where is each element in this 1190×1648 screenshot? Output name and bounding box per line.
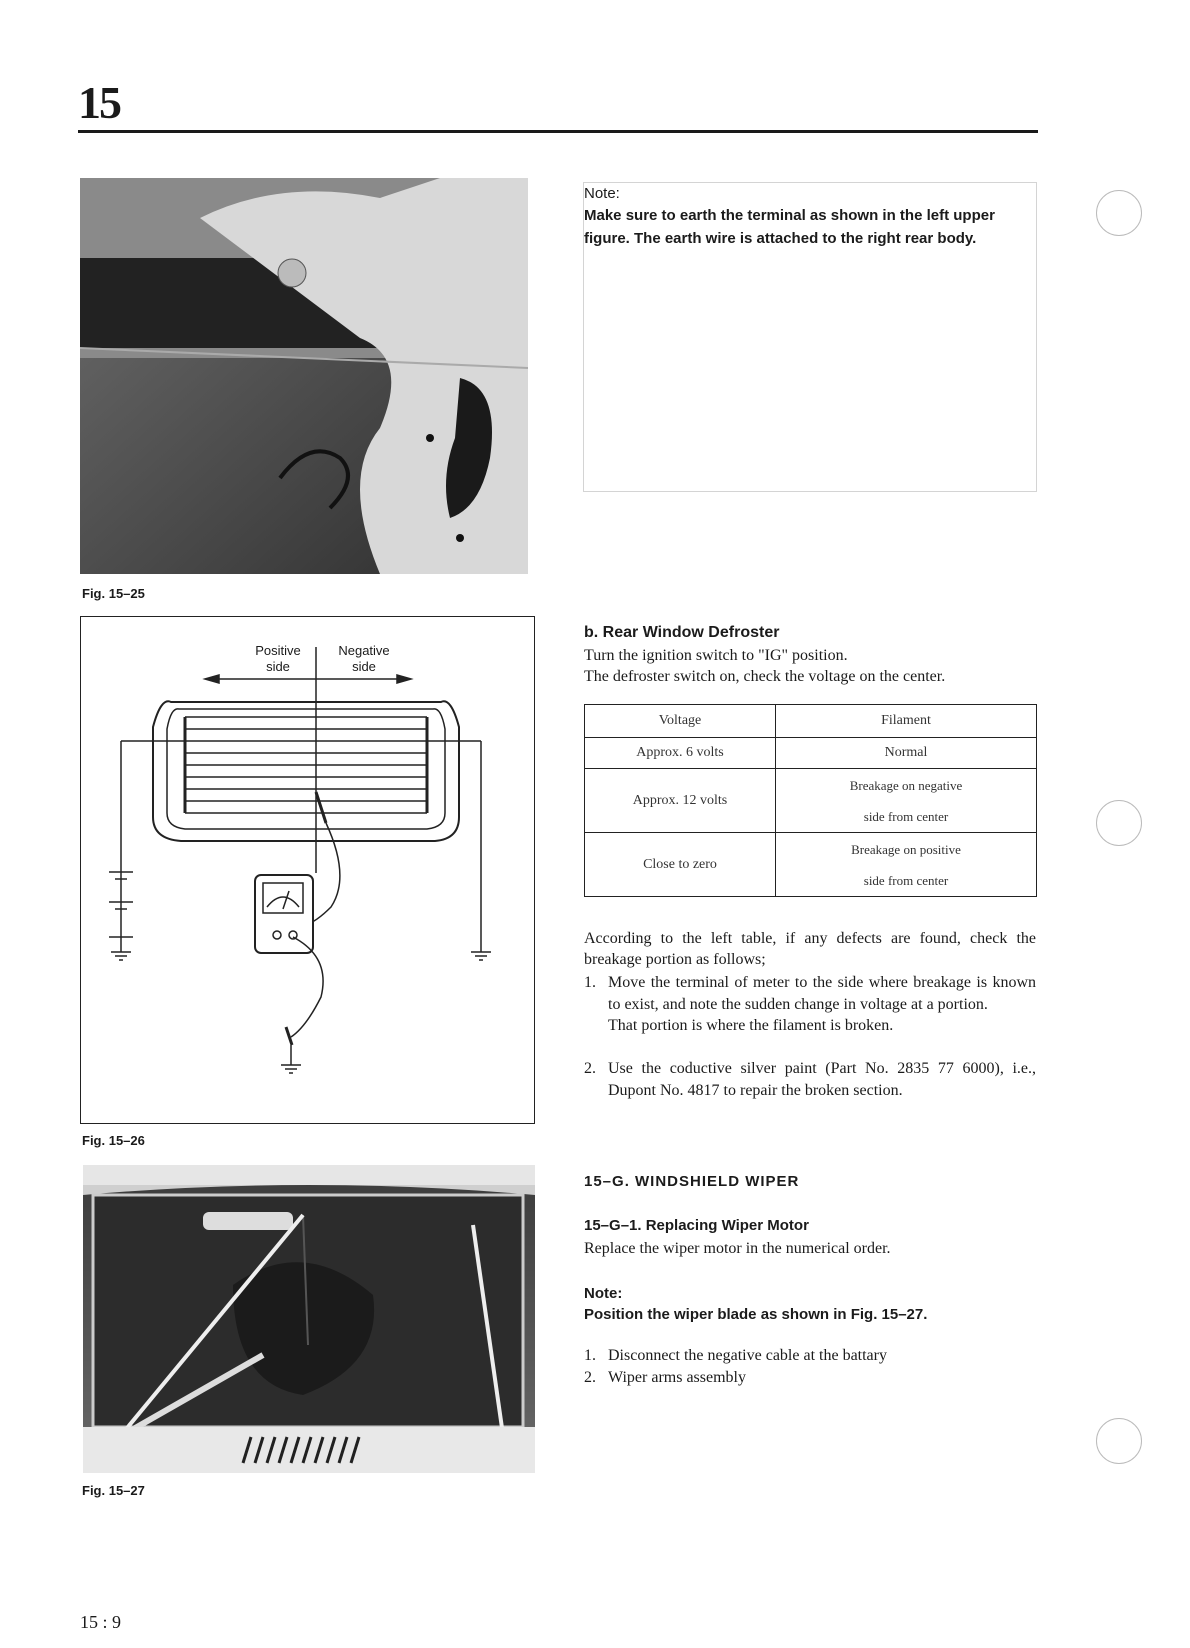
fig-15-27-caption: Fig. 15–27 xyxy=(82,1483,145,1498)
filament-line2: side from center xyxy=(863,808,949,824)
filament-line1: Breakage on positive xyxy=(851,841,961,857)
table-header-voltage: Voltage xyxy=(585,705,776,738)
note-body: Make sure to earth the terminal as shown in the left upper figure. The earth wire is attached to the right rear body. xyxy=(584,207,995,247)
step-text: Wiper arms assembly xyxy=(608,1369,746,1386)
step-number: 2. xyxy=(584,1060,596,1077)
table-row xyxy=(585,738,1037,769)
binder-hole xyxy=(1096,190,1142,236)
voltage-cell: Close to zero xyxy=(585,833,776,897)
defroster-circuit-diagram xyxy=(81,617,533,1122)
fig-15-26-caption: Fig. 15–26 xyxy=(82,1133,145,1148)
step-extra: That portion is where the filament is broken. xyxy=(608,1017,894,1034)
table-row xyxy=(585,769,1037,833)
negative-label-line1: Negative xyxy=(338,643,390,658)
note-title: Note: xyxy=(584,185,620,202)
filament-cell xyxy=(776,833,1037,897)
negative-label-line2: side xyxy=(352,659,376,674)
footer-page-number: 15 : 9 xyxy=(80,1612,122,1632)
list-item xyxy=(584,1367,746,1389)
wiper-note-body: Position the wiper blade as shown in Fig. 15–27. xyxy=(584,1306,928,1323)
voltage-cell: Approx. 12 volts xyxy=(585,769,776,833)
table-row xyxy=(585,833,1037,897)
voltage-cell: Approx. 6 volts xyxy=(585,738,776,769)
binder-hole xyxy=(1096,800,1142,846)
filament-cell: Normal xyxy=(776,738,1037,769)
fig-15-27-illustration xyxy=(83,1165,535,1473)
filament-line1: Breakage on negative xyxy=(849,777,963,793)
step-text: Disconnect the negative cable at the battary xyxy=(608,1347,887,1364)
defroster-line1: Turn the ignition switch to "IG" position. xyxy=(584,647,848,664)
list-item xyxy=(584,972,1036,1037)
positive-label-line2: side xyxy=(266,659,290,674)
wiper-note-title: Note: xyxy=(584,1285,623,1302)
wiper-intro: Replace the wiper motor in the numerical order. xyxy=(584,1240,891,1257)
fig-15-25-photo xyxy=(80,178,528,574)
fig-15-26-frame xyxy=(80,616,535,1124)
list-item xyxy=(584,1058,1036,1101)
defroster-para: According to the left table, if any defects are found, check the breakage portion as follows; xyxy=(584,930,1036,968)
chapter-number: 15 xyxy=(78,77,120,128)
fig-15-25-illustration xyxy=(80,178,528,574)
step-text: Use the coductive silver paint (Part No. 2835 77 6000), i.e., Dupont No. 4817 to repair the broken section. xyxy=(608,1060,1036,1099)
header-rule xyxy=(78,130,1038,133)
fig-15-25-caption: Fig. 15–25 xyxy=(82,586,145,601)
defroster-line2: The defroster switch on, check the voltage on the center. xyxy=(584,668,946,685)
wiper-section-heading: 15–G. WINDSHIELD WIPER xyxy=(584,1173,800,1190)
positive-label-line1: Positive xyxy=(255,643,301,658)
step-number: 1. xyxy=(584,974,596,991)
binder-hole xyxy=(1096,1418,1142,1464)
wiper-sub-heading: 15–G–1. Replacing Wiper Motor xyxy=(584,1217,809,1234)
step-number: 1. xyxy=(584,1347,596,1364)
voltage-table xyxy=(584,704,1037,897)
step-number: 2. xyxy=(584,1369,596,1386)
table-header-filament: Filament xyxy=(776,705,1037,738)
step-text: Move the terminal of meter to the side where breakage is known to exist, and note the sudden change in voltage at a portion. xyxy=(608,974,1036,1013)
filament-line2: side from center xyxy=(863,872,949,888)
fig-15-27-photo xyxy=(83,1165,535,1473)
defroster-heading: b. Rear Window Defroster xyxy=(584,624,780,641)
filament-cell xyxy=(776,769,1037,833)
list-item xyxy=(584,1345,887,1367)
